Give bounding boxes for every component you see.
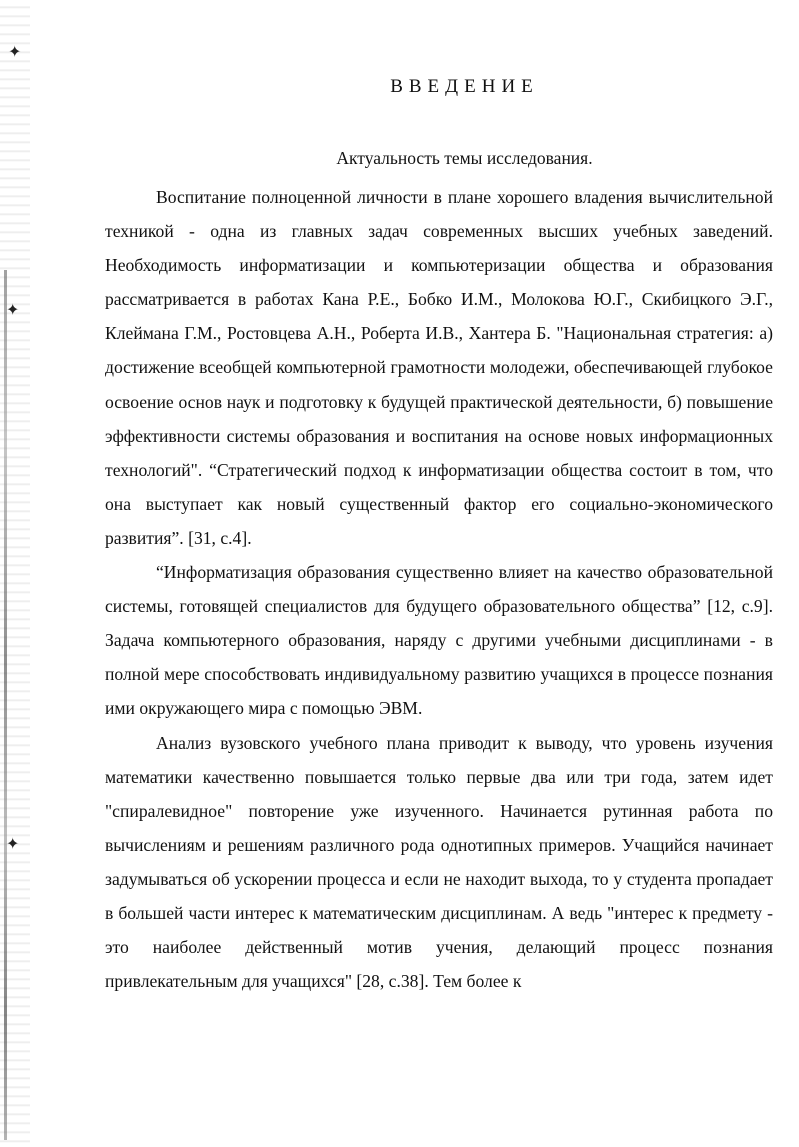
section-subtitle: Актуальность темы исследования. [336,148,593,168]
page-title: ВВЕДЕНИЕ [390,76,539,97]
scan-mark-icon: ✦ [6,302,20,319]
scan-mark-icon: ✦ [6,836,20,853]
body-text [105,180,773,998]
scan-edge-line [4,270,7,1140]
paragraph: Анализ вузовского учебного плана приводит к выводу, что уровень изучения математики качественно повышается только первые два или три года, затем идет "спиралевидное" повторение уже изученного. Начинается рутинная работа по вычислениям и решениям различного рода однотипных примеров. Учащийся начинает задумываться об ускорении процесса и если не находит выхода, то у студента пропадает в большей части интерес к математическим дисциплинам. А ведь "интерес к предмету - это наиболее действенный мотив учения, делающий процесс познания привлекательным для учащихся" [28, с.38]. Тем более к [105,732,773,992]
paragraph: “Информатизация образования существенно влияет на качество образовательной системы, готовящей специалистов для будущего образовательного общества” [12, с.9]. Задача компьютерного образования, наряду с другими учебными дисциплинами - в полной мере способствовать индивидуальному развитию учащихся в процессе познания ими окружающего мира с помощью ЭВМ. [105,562,773,719]
scan-mark-icon: ✦ [8,44,22,61]
paragraph: Воспитание полноценной личности в плане хорошего владения вычислительной техникой - одна из главных задач современных высших учебных заведений. Необходимость информатизации и компьютеризации общества и образования рассматривается в работах Кана Р.Е., Бобко И.М., Молокова Ю.Г., Скибицкого Э.Г., Клеймана Г.М., Ростовцева А.Н., Роберта И.В., Хантера Б. "Национальная стратегия: а) достижение всеобщей компьютерной грамотности молодежи, обеспечивающей глубокое освоение основ наук и подготовку к будущей практической деятельности, б) повышение эффективности системы образования и воспитания на основе новых информационных технологий". “Стратегический подход к информатизации общества состоит в том, что она выступает как новый существенный фактор его социально-экономического развития”. [31, с.4]. [105,187,773,548]
